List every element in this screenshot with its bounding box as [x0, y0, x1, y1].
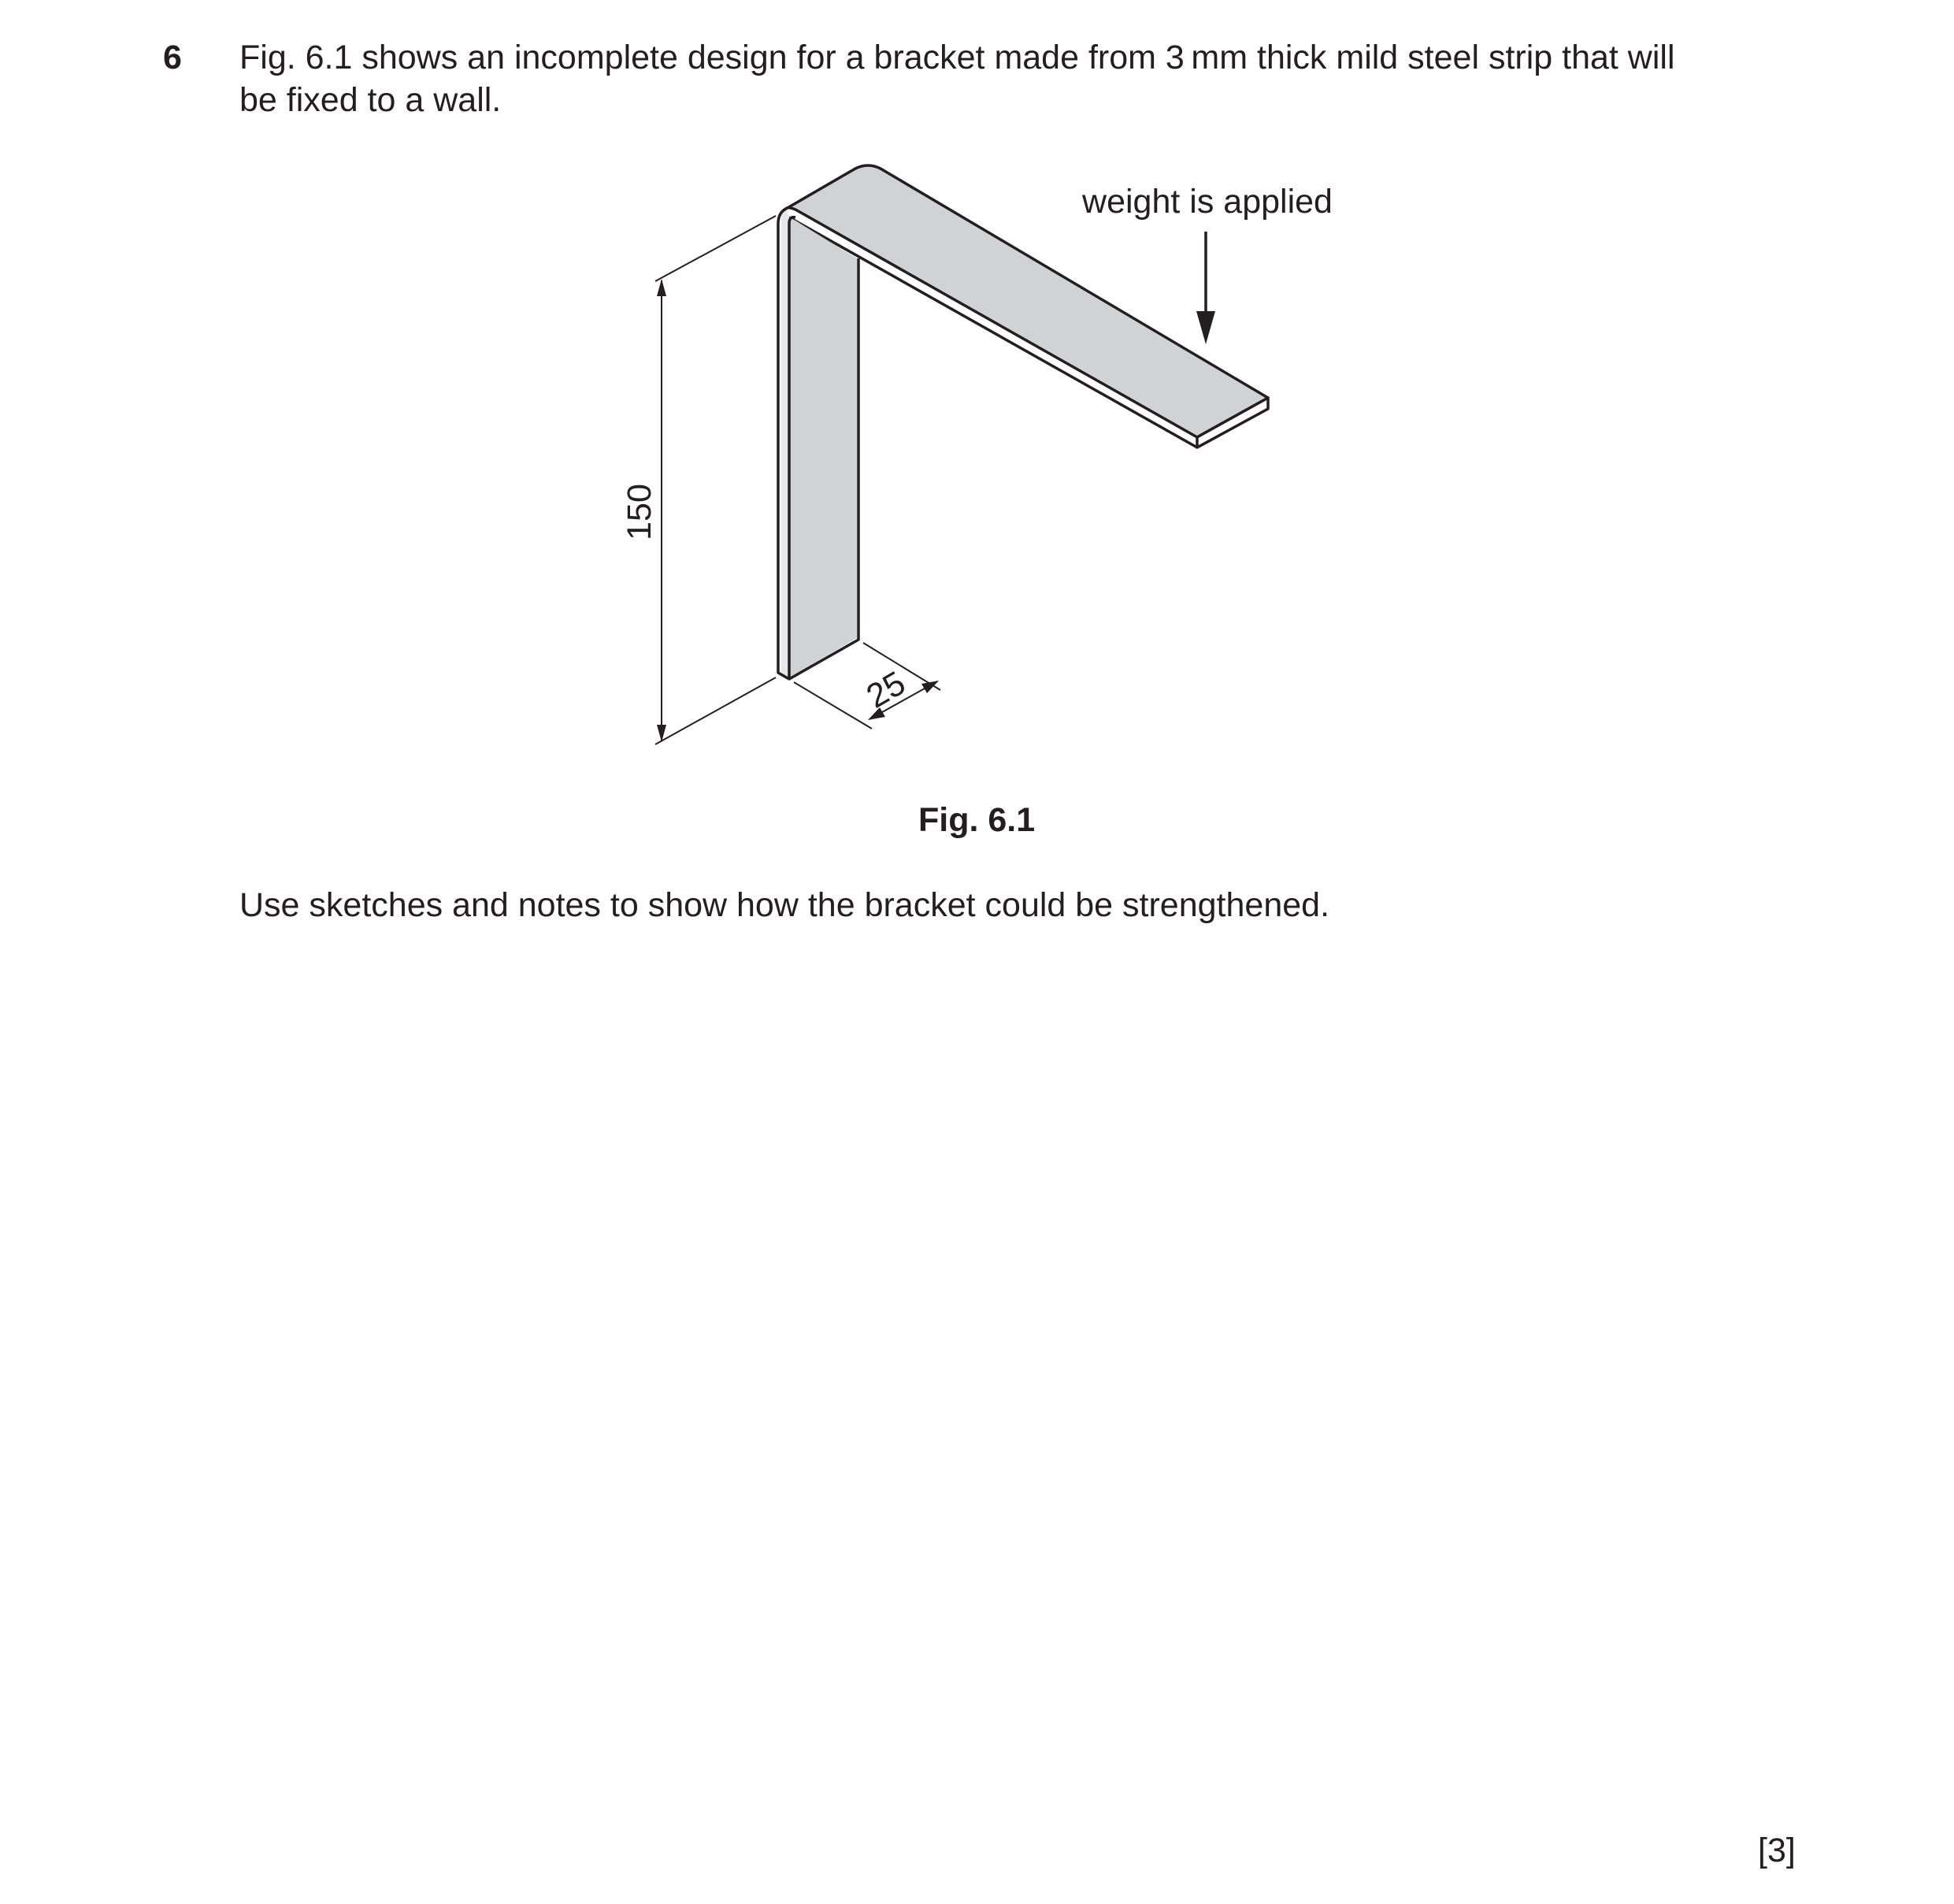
answer-space[interactable] [239, 953, 1815, 1780]
load-label: weight is applied [1082, 183, 1333, 221]
bracket-vertical-leg-face [789, 217, 857, 677]
instruction-text: Use sketches and notes to show how the bracket could be strengthened. [239, 886, 1330, 924]
height-dimension-arrow-top [657, 279, 666, 296]
load-arrow-head [1196, 311, 1215, 344]
question-text-line-1: Fig. 6.1 shows an incomplete design for a bracket made from 3 mm thick mild steel strip that will [239, 39, 1675, 76]
width-extension-line-left [794, 682, 872, 729]
width-dimension-label: 25 [860, 664, 912, 716]
height-extension-line-bottom [655, 677, 776, 744]
height-extension-line-top [655, 216, 776, 281]
marks-allocation: [3] [1758, 1832, 1796, 1869]
question-text-line-2: be fixed to a wall. [239, 81, 502, 119]
height-dimension-label: 150 [621, 484, 658, 540]
bracket-figure [0, 0, 1954, 788]
question-number: 6 [163, 39, 182, 76]
figure-caption: Fig. 6.1 [918, 801, 1036, 839]
